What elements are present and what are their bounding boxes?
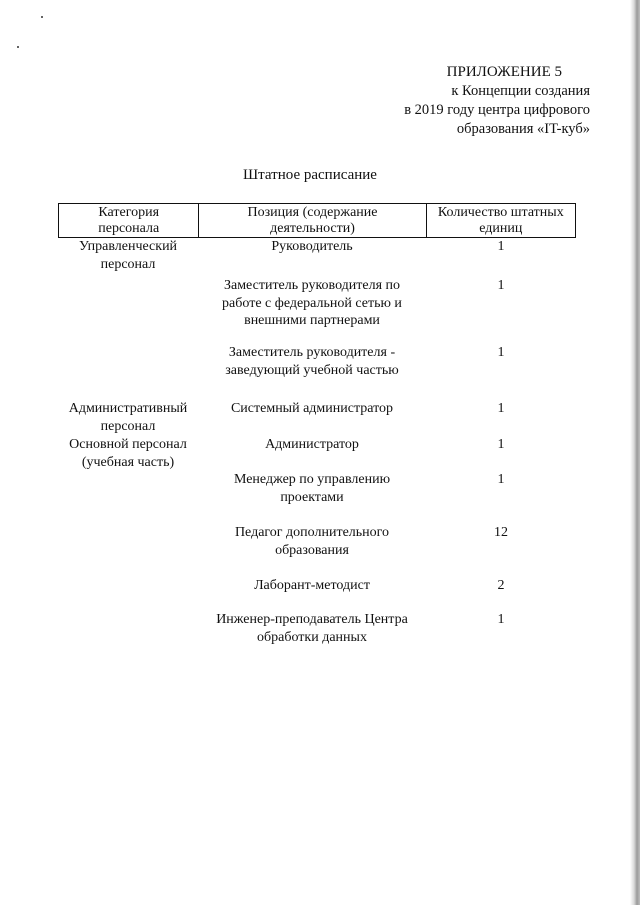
row-quantity: 1 — [497, 239, 505, 254]
row-position — [198, 577, 426, 611]
document-title: Штатное расписание — [243, 167, 377, 183]
table-row — [58, 400, 576, 436]
row-position-line: проектами — [280, 489, 344, 505]
row-position — [198, 344, 426, 400]
row-position-line: Администратор — [265, 437, 359, 452]
scan-speck — [41, 16, 43, 18]
row-category — [58, 344, 198, 400]
header-quantity-line-2: единиц — [479, 221, 523, 236]
row-position-line: Системный администратор — [230, 401, 394, 416]
table-row — [58, 471, 576, 524]
appendix-line-2: в 2019 году центра цифрового — [404, 102, 590, 118]
row-position-line: Лаборант-методист — [254, 578, 370, 593]
row-category — [58, 577, 198, 611]
appendix-header — [330, 63, 590, 139]
row-position-line: Руководитель — [271, 239, 353, 254]
row-position — [198, 238, 426, 277]
header-position-line-1: Позиция (содержание — [247, 205, 378, 220]
row-quantity: 12 — [494, 525, 508, 540]
table-row — [58, 577, 576, 611]
header-category-line-2: персонала — [98, 221, 160, 236]
row-position — [198, 400, 426, 436]
row-position — [198, 524, 426, 577]
header-quantity — [426, 204, 575, 237]
table-row — [58, 524, 576, 577]
row-quantity: 1 — [497, 472, 505, 487]
row-quantity: 1 — [497, 612, 505, 627]
row-position-line: Инженер-преподаватель Центра — [216, 612, 408, 627]
table-row — [58, 436, 576, 471]
header-quantity-line-1: Количество штатных — [437, 205, 564, 220]
header-position-line-2: деятельности) — [270, 221, 355, 236]
row-category — [58, 400, 198, 436]
appendix-title: ПРИЛОЖЕНИЕ 5 — [446, 64, 562, 80]
staff-table-header — [58, 203, 576, 238]
row-quantity: 1 — [497, 437, 505, 452]
row-position-line: обработки данных — [257, 629, 367, 645]
row-category — [58, 471, 198, 524]
row-category-line: (учебная часть) — [81, 454, 175, 470]
row-position-line: Заместитель руководителя - — [228, 345, 396, 360]
row-category — [58, 436, 198, 471]
scan-speck — [17, 46, 19, 48]
row-category-line: персонал — [100, 256, 156, 272]
row-position-line: Менеджер по управлению — [233, 472, 391, 487]
row-quantity: 2 — [497, 578, 505, 593]
table-row — [58, 277, 576, 344]
row-category — [58, 238, 198, 277]
row-quantity: 1 — [497, 345, 505, 360]
row-category-line: Управленческий — [78, 239, 178, 254]
header-category — [59, 204, 198, 237]
scanned-page-edge — [630, 0, 640, 905]
row-category-line: Основной персонал — [69, 437, 187, 452]
row-position — [198, 471, 426, 524]
appendix-line-3: образования «IT-куб» — [456, 121, 590, 137]
row-category — [58, 611, 198, 651]
row-quantity: 1 — [497, 278, 505, 293]
row-category — [58, 524, 198, 577]
row-position-line: Заместитель руководителя по — [223, 278, 401, 293]
table-row — [58, 238, 576, 277]
header-category-line-1: Категория — [98, 205, 160, 220]
row-position — [198, 436, 426, 471]
row-category-line: персонал — [100, 418, 156, 434]
row-quantity: 1 — [497, 401, 505, 416]
row-position-line: образования — [275, 542, 349, 558]
row-position — [198, 611, 426, 651]
row-category-line: Административный — [68, 401, 188, 416]
row-position-line: внешними партнерами — [244, 313, 380, 328]
row-category — [58, 277, 198, 344]
row-position — [198, 277, 426, 344]
appendix-line-1: к Концепции создания — [451, 83, 590, 99]
header-position — [198, 204, 425, 237]
table-row — [58, 344, 576, 400]
staff-table-body — [58, 238, 576, 651]
table-row — [58, 611, 576, 651]
row-position-line: заведующий учебной частью — [225, 362, 399, 378]
row-position-line: работе с федеральной сетью и — [222, 295, 402, 311]
row-position-line: Педагог дополнительного — [234, 525, 390, 540]
